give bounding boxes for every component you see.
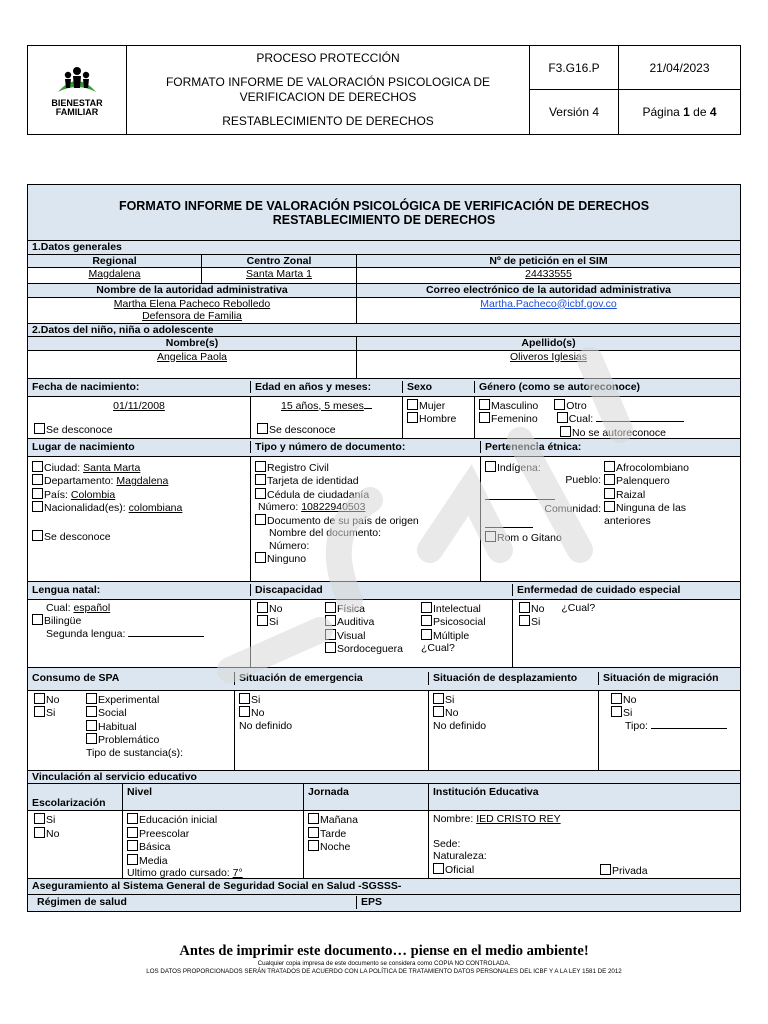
preescolar-checkbox[interactable] <box>127 827 138 838</box>
names-labels-row <box>28 337 740 351</box>
ciudad-label: Ciudad: <box>44 461 84 474</box>
bilingue-checkbox[interactable] <box>32 614 43 625</box>
rom-gitano-checkbox[interactable] <box>485 531 496 542</box>
departamento-label: Departamento: <box>44 475 117 487</box>
autoridad-name-field[interactable]: Martha Elena Pacheco Rebolledo <box>113 297 271 310</box>
form-title <box>28 185 740 241</box>
emergencia-no-label: No <box>251 707 265 719</box>
masculino-label: Masculino <box>491 399 539 412</box>
discapacidad-si-checkbox[interactable] <box>257 615 268 626</box>
jornada-label: Jornada <box>304 784 429 810</box>
problematico-label: Problemático <box>98 734 160 746</box>
otro-checkbox[interactable] <box>554 399 565 410</box>
emergencia-no-definido-label: No definido <box>239 719 293 732</box>
ninguna-etnia-label-1: Ninguna de las <box>616 502 687 514</box>
desplazamiento-no-definido-label: No definido <box>433 719 487 732</box>
cual-checkbox[interactable] <box>557 412 568 423</box>
desplazamiento-si-checkbox[interactable] <box>433 693 444 704</box>
fisica-label: Física <box>337 602 366 615</box>
escolarizacion-no-checkbox[interactable] <box>34 827 45 838</box>
origin-values-row <box>28 457 740 582</box>
manana-checkbox[interactable] <box>308 813 319 824</box>
apellidos-label: Apellido(s) <box>521 337 576 349</box>
vinculacion-label: Vinculación al servicio educativo <box>32 770 197 783</box>
edad-desconoce-checkbox[interactable] <box>257 423 268 434</box>
privada-label: Privada <box>612 864 648 877</box>
process-name: PROCESO PROTECCIÓN <box>256 51 400 65</box>
centro-zonal-label: Centro Zonal <box>202 255 357 268</box>
cual-genero-label: Cual: <box>568 413 594 425</box>
sordoceguera-checkbox[interactable] <box>325 642 336 653</box>
otro-label: Otro <box>566 399 587 412</box>
autoridad-values-row <box>28 298 740 324</box>
lengua-cual-label: Cual: <box>46 601 74 614</box>
visual-checkbox[interactable] <box>325 629 336 640</box>
departamento-checkbox[interactable] <box>32 474 43 485</box>
palenquero-checkbox[interactable] <box>604 474 615 485</box>
migracion-no-checkbox[interactable] <box>611 693 622 704</box>
format-date: 21/04/2023 <box>619 46 741 90</box>
rom-gitano-label: Rom o Gitano <box>497 532 562 544</box>
emergencia-si-label: Si <box>251 693 261 706</box>
peticion-field[interactable]: 24433555 <box>525 268 572 280</box>
spa-si-checkbox[interactable] <box>34 706 45 717</box>
autoridad-labels-row <box>28 284 740 298</box>
names-values-row <box>28 351 740 379</box>
no-autoreconoce-checkbox[interactable] <box>560 426 571 437</box>
vinculacion-header <box>28 771 740 785</box>
apellidos-field[interactable]: Oliveros Iglesias <box>509 350 588 363</box>
bilingue-label: Bilingüe <box>44 615 82 627</box>
migracion-si-checkbox[interactable] <box>611 706 622 717</box>
numero-origen-label: Número: <box>269 539 310 552</box>
basica-label: Básica <box>139 841 171 853</box>
autoridad-label: Nombre de la autoridad administrativa <box>28 284 357 297</box>
peticion-label: Nº de petición en el SIM <box>489 254 608 267</box>
nacionalidad-label: Nacionalidad(es): <box>44 502 129 514</box>
lengua-labels-row <box>28 582 740 600</box>
header-titles <box>127 46 530 135</box>
femenino-label: Femenino <box>491 413 538 425</box>
hombre-checkbox[interactable] <box>407 412 418 423</box>
sordoceguera-label: Sordoceguera <box>337 643 403 655</box>
tarjeta-identidad-checkbox[interactable] <box>255 474 266 485</box>
educacion-inicial-checkbox[interactable] <box>127 813 138 824</box>
page-mid: de <box>689 105 710 119</box>
social-checkbox[interactable] <box>86 706 97 717</box>
privada-checkbox[interactable] <box>600 864 611 875</box>
document-header <box>27 45 741 135</box>
regional-label: Regional <box>28 255 202 268</box>
emergencia-si-checkbox[interactable] <box>239 693 250 704</box>
intelectual-label: Intelectual <box>433 602 481 615</box>
ultimo-grado-label: Ultimo grado cursado: <box>127 867 233 879</box>
discapacidad-no-checkbox[interactable] <box>257 602 268 613</box>
form-title-2: RESTABLECIMIENTO DE DERECHOS <box>272 213 496 227</box>
ultimo-grado-field[interactable]: 7° <box>232 867 243 879</box>
logo-cell <box>28 46 127 135</box>
fnac-desconoce-checkbox[interactable] <box>34 423 45 434</box>
educacion-values-row <box>28 811 740 879</box>
enfermedad-label: Enfermedad de cuidado especial <box>517 583 681 596</box>
pais-field[interactable]: Colombia <box>70 488 116 501</box>
lengua-field[interactable]: español <box>73 601 111 614</box>
no-autoreconoce-label: No se autoreconoce <box>572 426 666 439</box>
pais-label: País: <box>44 488 71 501</box>
discapacidad-cual-label: ¿Cual? <box>421 642 455 654</box>
enfermedad-cual-label: ¿Cual? <box>561 601 596 614</box>
discapacidad-label: Discapacidad <box>251 584 513 597</box>
mujer-label: Mujer <box>419 399 446 412</box>
afrocolombiano-checkbox[interactable] <box>604 461 615 472</box>
registro-civil-checkbox[interactable] <box>255 461 266 472</box>
fecha-nacimiento-label: Fecha de nacimiento: <box>28 381 251 394</box>
segunda-lengua-field[interactable] <box>128 636 204 637</box>
ninguno-checkbox[interactable] <box>255 552 266 563</box>
masculino-checkbox[interactable] <box>479 399 490 410</box>
page-number <box>619 90 741 135</box>
footer-copy-note: Cualquier copia impresa de este documento se considera como COPIA NO CONTROLADA. <box>257 960 511 967</box>
sexo-label: Sexo <box>403 381 475 394</box>
regimen-salud-label: Régimen de salud <box>28 896 357 909</box>
page-total: 4 <box>709 105 717 119</box>
pertenencia-etnica-label: Pertenencia étnica: <box>485 440 582 453</box>
regional-field[interactable]: Magdalena <box>88 268 141 280</box>
eps-label: EPS <box>361 896 383 909</box>
spa-si-label: Si <box>46 707 56 719</box>
fnac-desconoce-label: Se desconoce <box>46 424 113 436</box>
pais-checkbox[interactable] <box>32 488 43 499</box>
aseguramiento-header <box>28 879 740 895</box>
basica-checkbox[interactable] <box>127 840 138 851</box>
migracion-si-label: Si <box>623 707 633 719</box>
section-1-title: 1.Datos generales <box>32 241 122 253</box>
nombres-label: Nombre(s) <box>28 337 357 350</box>
correo-label: Correo electrónico de la autoridad administrativa <box>425 284 672 296</box>
ninguna-etnia-label-2: anteriores <box>604 514 651 527</box>
escolarizacion-label: Escolarización <box>28 784 123 810</box>
logo-text-2: FAMILIAR <box>55 106 99 117</box>
pueblo-label: Pueblo: <box>565 474 601 486</box>
autoridad-role-field[interactable]: Defensora de Familia <box>142 310 242 322</box>
format-code: F3.G16.P <box>530 46 619 90</box>
cedula-checkbox[interactable] <box>255 488 266 499</box>
lengua-values-row <box>28 600 740 668</box>
escolarizacion-no-label: No <box>46 827 60 840</box>
numero-documento-field[interactable]: 10822940503 <box>301 501 366 513</box>
departamento-field[interactable]: Magdalena <box>116 475 169 487</box>
page-current: 1 <box>683 105 690 119</box>
edad-field[interactable]: 15 años, 5 meses <box>281 399 364 412</box>
general-values-row <box>28 268 740 284</box>
fisica-checkbox[interactable] <box>325 602 336 613</box>
aseguramiento-label: Aseguramiento al Sistema General de Seguridad Social en Salud -SGSSS- <box>32 880 402 892</box>
institucion-nombre-label: Nombre: <box>433 813 477 825</box>
enfermedad-si-label: Si <box>531 616 541 628</box>
form-title-1: FORMATO INFORME DE VALORACIÓN PSICOLÓGICA DE VERIFICACIÓN DE DERECHOS <box>118 199 650 213</box>
manana-label: Mañana <box>320 814 358 826</box>
pueblo-field[interactable] <box>485 487 555 500</box>
numero-documento-label: Número: <box>258 501 302 513</box>
logo-text <box>29 99 125 117</box>
escolarizacion-si-label: Si <box>46 814 56 826</box>
palenquero-label: Palenquero <box>616 475 670 487</box>
experimental-label: Experimental <box>98 693 160 706</box>
naturaleza-label: Naturaleza: <box>433 850 487 862</box>
nacionalidad-checkbox[interactable] <box>32 501 43 512</box>
media-label: Media <box>139 854 168 867</box>
preescolar-label: Preescolar <box>139 827 190 840</box>
lengua-natal-label: Lengua natal: <box>28 584 251 597</box>
educacion-labels-row <box>28 784 740 811</box>
consumo-spa-label: Consumo de SPA <box>28 672 235 685</box>
nivel-label: Nivel <box>123 784 304 810</box>
migracion-tipo-field[interactable] <box>651 728 727 729</box>
edad-label: Edad en años y meses: <box>251 381 403 394</box>
ciudad-checkbox[interactable] <box>32 461 43 472</box>
emergencia-label: Situación de emergencia <box>235 672 429 685</box>
lugar-desconoce-checkbox[interactable] <box>32 530 43 541</box>
lugar-nacimiento-label: Lugar de nacimiento <box>28 441 251 454</box>
multiple-label: Múltiple <box>433 629 470 642</box>
comunidad-field[interactable] <box>485 516 533 528</box>
segunda-lengua-label: Segunda lengua: <box>46 627 126 640</box>
oficial-label: Oficial <box>445 863 475 876</box>
spa-no-label: No <box>46 693 60 706</box>
tipo-documento-label: Tipo y número de documento: <box>251 441 481 454</box>
spa-no-checkbox[interactable] <box>34 693 45 704</box>
general-labels-row <box>28 255 740 269</box>
intelectual-checkbox[interactable] <box>421 602 432 613</box>
noche-checkbox[interactable] <box>308 840 319 851</box>
tarjeta-identidad-label: Tarjeta de identidad <box>267 475 359 487</box>
enfermedad-no-label: No <box>531 602 545 615</box>
spa-values-row <box>28 691 740 771</box>
footer-environment-note: Antes de imprimir este documento… piense en el medio ambiente! <box>179 943 589 959</box>
tarde-label: Tarde <box>320 827 347 840</box>
mujer-checkbox[interactable] <box>407 399 418 410</box>
migracion-tipo-label: Tipo: <box>625 719 648 732</box>
desplazamiento-no-label: No <box>445 707 459 719</box>
bienestar-familiar-logo-icon <box>54 64 100 96</box>
centro-zonal-field[interactable]: Santa Marta 1 <box>246 268 312 280</box>
raizal-checkbox[interactable] <box>604 488 615 499</box>
documento-pais-origen-label: Documento de su país de origen <box>267 514 419 527</box>
hombre-label: Hombre <box>419 413 457 425</box>
section-2-header <box>28 324 740 338</box>
habitual-label: Habitual <box>98 720 137 733</box>
experimental-checkbox[interactable] <box>86 693 97 704</box>
birth-values-row <box>28 397 740 439</box>
femenino-checkbox[interactable] <box>479 412 490 423</box>
media-checkbox[interactable] <box>127 854 138 865</box>
section-1-header <box>28 241 740 255</box>
format-name-2: VERIFICACION DE DERECHOS <box>239 90 417 104</box>
discapacidad-si-label: Si <box>269 616 279 628</box>
format-subtitle: RESTABLECIMIENTO DE DERECHOS <box>222 114 434 128</box>
educacion-inicial-label: Educación inicial <box>139 814 218 826</box>
salud-labels-row <box>28 895 740 911</box>
indigena-label: Indígena: <box>497 461 541 474</box>
auditiva-label: Auditiva <box>337 616 375 628</box>
habitual-checkbox[interactable] <box>86 720 97 731</box>
cedula-label: Cédula de ciudadanía <box>267 488 370 501</box>
nombre-documento-label: Nombre del documento: <box>269 527 382 539</box>
nacionalidad-field[interactable]: colombiana <box>128 502 183 514</box>
migracion-label: Situación de migración <box>603 672 719 685</box>
assessment-form <box>27 184 741 912</box>
multiple-checkbox[interactable] <box>421 629 432 640</box>
auditiva-checkbox[interactable] <box>325 615 336 626</box>
documento-pais-origen-checkbox[interactable] <box>255 514 266 525</box>
ninguna-etnia-checkbox[interactable] <box>604 501 615 512</box>
lugar-desconoce-label: Se desconoce <box>44 530 111 543</box>
section-2-title: 2.Datos del niño, niña o adolescente <box>32 323 214 336</box>
indigena-checkbox[interactable] <box>485 461 496 472</box>
tipo-sustancia-label: Tipo de sustancia(s): <box>86 746 184 759</box>
institucion-label: Institución Educativa <box>433 786 539 798</box>
correo-link[interactable]: Martha.Pacheco@icbf.gov.co <box>480 297 617 310</box>
nombres-field[interactable]: Angelica Paola <box>156 350 228 363</box>
edad-desconoce-label: Se desconoce <box>269 424 336 436</box>
discapacidad-no-label: No <box>269 602 283 615</box>
sede-label: Sede: <box>433 837 461 850</box>
comunidad-label: Comunidad: <box>544 503 601 515</box>
tarde-checkbox[interactable] <box>308 827 319 838</box>
emergencia-no-checkbox[interactable] <box>239 706 250 717</box>
footer-data-policy: LOS DATOS PROPORCIONADOS SERÁN TRATADOS DE ACUERDO CON LA POLÍTICA DE TRATAMIENTO DATOS PERSONALES DEL ICBF Y A LA LEY 1581 DE 2012 <box>146 968 622 975</box>
enfermedad-no-checkbox[interactable] <box>519 602 530 613</box>
oficial-checkbox[interactable] <box>433 863 444 874</box>
format-version: Versión 4 <box>530 90 619 135</box>
problematico-checkbox[interactable] <box>86 733 97 744</box>
birth-labels-row <box>28 379 740 397</box>
page-prefix: Página <box>642 105 684 119</box>
afrocolombiano-label: Afrocolombiano <box>616 461 689 474</box>
spa-labels-row <box>28 668 740 691</box>
migracion-no-label: No <box>623 693 637 706</box>
escolarizacion-si-checkbox[interactable] <box>34 813 45 824</box>
psicosocial-checkbox[interactable] <box>421 615 432 626</box>
registro-civil-label: Registro Civil <box>267 461 329 474</box>
psicosocial-label: Psicosocial <box>433 616 486 628</box>
desplazamiento-no-checkbox[interactable] <box>433 706 444 717</box>
noche-label: Noche <box>320 841 351 853</box>
genero-label: Género (como se autoreconoce) <box>479 380 641 393</box>
raizal-label: Raizal <box>616 488 646 501</box>
logo-text-1: BIENESTAR <box>51 97 103 108</box>
social-label: Social <box>98 707 127 719</box>
format-name-1: FORMATO INFORME DE VALORACIÓN PSICOLOGICA DE <box>165 75 491 89</box>
origin-labels-row <box>28 439 740 457</box>
desplazamiento-si-label: Si <box>445 693 455 706</box>
enfermedad-si-checkbox[interactable] <box>519 615 530 626</box>
cual-genero-field[interactable] <box>596 421 684 422</box>
fecha-nacimiento-field[interactable]: 01/11/2008 <box>113 399 165 412</box>
institucion-nombre-field[interactable]: IED CRISTO REY <box>476 813 561 825</box>
ciudad-field[interactable]: Santa Marta <box>83 461 141 474</box>
visual-label: Visual <box>337 629 366 642</box>
desplazamiento-label: Situación de desplazamiento <box>429 672 599 685</box>
ninguno-label: Ninguno <box>267 553 307 565</box>
